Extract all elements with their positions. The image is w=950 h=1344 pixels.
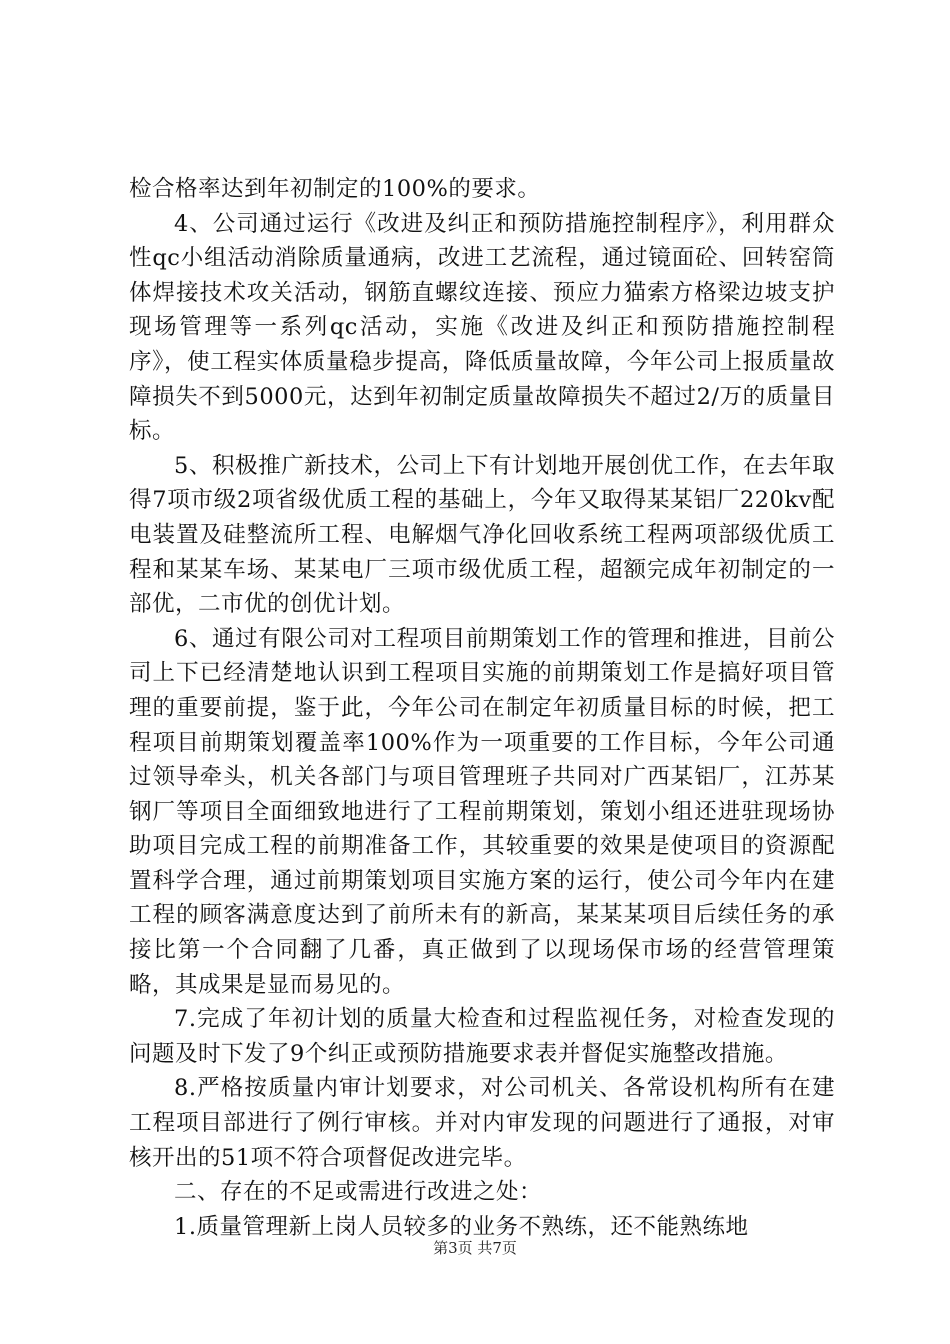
paragraph-shortcoming-1: 1.质量管理新上岗人员较多的业务不熟练，还不能熟练地: [174, 1213, 749, 1240]
document-body: [129, 172, 835, 1244]
page-number-footer: 第3页 共7页: [433, 1239, 517, 1257]
section-heading-shortcomings: 二、存在的不足或需进行改进之处：: [174, 1179, 543, 1206]
paragraph-item-6: 6、通过有限公司对工程项目前期策划工作的管理和推进，目前公司上下已经清楚地认识到工程项目实施的前期策划工作是搞好项目管理的重要前提，鉴于此，今年公司在制定年初质量目标的时候，把工程项目前期策划覆盖率100%作为一项重要的工作目标，今年公司通过领导牵头，机关各部门与项目管理班子共同对广西某铝厂，江苏某钢厂等项目全面细致地进行了工程前期策划，策划小组还进驻现场协助项目完成工程的前期准备工作，其较重要的效果是使项目的资源配置科学合理，通过前期策划项目实施方案的运行，使公司今年内在建工程的顾客满意度达到了前所未有的新高，某某某项目后续任务的承接比第一个合同翻了几番，真正做到了以现场保市场的经营管理策略，其成果是显而易见的。: [129, 625, 835, 998]
paragraph-item-4: 4、公司通过运行《改进及纠正和预防措施控制程序》，利用群众性qc小组活动消除质量通病，改进工艺流程，通过镜面砼、回转窑筒体焊接技术攻关活动，钢筋直螺纹连接、预应力猫索方格梁边坡支护现场管理等一系列qc活动，实施《改进及纠正和预防措施控制程序》，使工程实体质量稳步提高，降低质量故障，今年公司上报质量故障损失不到5000元，达到年初制定质量故障损失不超过2/万的质量目标。: [129, 210, 835, 445]
paragraph-item-5: 5、积极推广新技术，公司上下有计划地开展创优工作，在去年取得7项市级2项省级优质工程的基础上，今年又取得某某铝厂220kv配电装置及硅整流所工程、电解烟气净化回收系统工程两项部级优质工程和某某车场、某某电厂三项市级优质工程，超额完成年初制定的一部优，二市优的创优计划。: [129, 452, 835, 618]
paragraph-item-8: 8.严格按质量内审计划要求，对公司机关、各常设机构所有在建工程项目部进行了例行审核。并对内审发现的问题进行了通报，对审核开出的51项不符合项督促改进完毕。: [129, 1075, 835, 1171]
paragraph-item-7: 7.完成了年初计划的质量大检查和过程监视任务，对检查发现的问题及时下发了9个纠正或预防措施要求表并督促实施整改措施。: [129, 1006, 835, 1067]
paragraph-continuation: 检合格率达到年初制定的100%的要求。: [129, 176, 541, 202]
